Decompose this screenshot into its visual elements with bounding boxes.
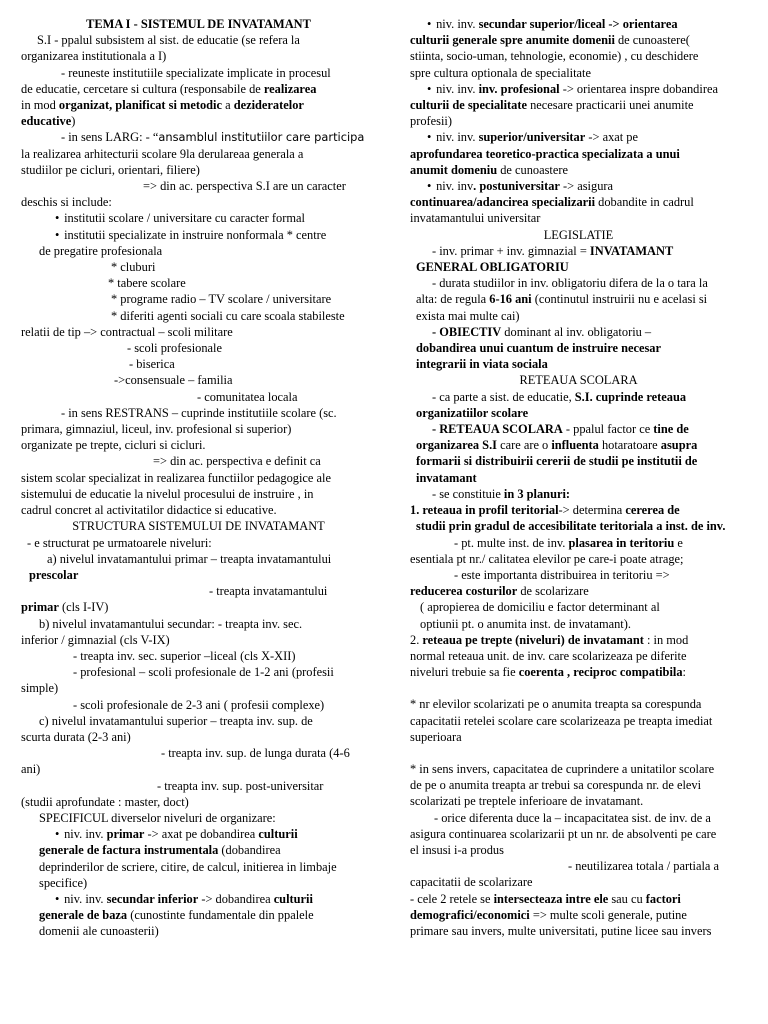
text-span: simple) — [21, 681, 59, 696]
text-span: sau cu — [608, 891, 646, 906]
list-item — [410, 81, 747, 97]
text-line — [21, 194, 376, 210]
text-span: * programe radio – TV scolare / universitare — [111, 292, 332, 307]
text-span: - treapta inv. sup. post-universitar — [157, 778, 324, 793]
text-line — [410, 793, 747, 809]
text-span: alta: de regula — [416, 292, 490, 307]
text-line — [21, 324, 376, 340]
text-span: de pe o anumita treapta ar trebui sa corespunda nr. de elevi — [410, 778, 702, 793]
text-line — [410, 470, 747, 486]
bullet-icon: • — [55, 891, 60, 906]
text-line — [21, 875, 376, 891]
text-line — [410, 243, 747, 259]
blank-line — [410, 680, 747, 696]
text-span: niv. inv. — [436, 17, 479, 31]
bold-text: asupra — [660, 438, 698, 453]
text-span: - scoli profesionale de 2-3 ani ( profesii complexe) — [73, 697, 325, 712]
text-line — [21, 48, 376, 64]
text-span: superioara — [410, 729, 462, 744]
bold-text: tine de — [653, 422, 689, 437]
text-line — [21, 583, 376, 599]
list-item — [21, 210, 376, 226]
quoted-text: ansamblul institutiilor care participa — [158, 130, 365, 145]
text-span: * diferiti agenti sociali cu care scoala stabileste — [111, 308, 345, 323]
text-span: niveluri trebuie sa fie — [410, 665, 519, 680]
bold-text: culturii — [273, 891, 313, 906]
bold-text: generale de factura instrumentala — [39, 843, 219, 858]
text-span: organizarea institutionala a I) — [21, 49, 167, 64]
text-span: hotaratoare — [598, 438, 661, 453]
text-line — [21, 632, 376, 648]
bold-text: integrarii in viata sociala — [416, 357, 548, 372]
text-span: ( apropierea de domiciliu e factor determinant al — [420, 600, 660, 615]
text-span: de cunoastere — [497, 162, 568, 177]
text-span: institutii scolare / universitare cu caracter formal — [64, 211, 305, 226]
text-line — [410, 210, 747, 226]
text-line — [410, 162, 747, 178]
text-span: a — [222, 98, 234, 113]
text-span: studiilor pe cicluri, orientari, filiere) — [21, 162, 200, 177]
text-span: la realizarea arhitecturii scolare 9la derulareaa generala a — [21, 146, 304, 161]
text-span: => din ac. perspectiva e definit ca — [153, 454, 321, 469]
list-item — [410, 16, 747, 32]
text-line — [21, 535, 376, 551]
text-line — [21, 697, 376, 713]
text-line — [410, 146, 747, 162]
text-line — [410, 518, 747, 534]
text-span: esentiala pt nr./ calitatea elevilor pe care-i poate atrage; — [410, 551, 684, 566]
text-span: * nr elevilor scolarizati pe o anumita treapta sa corespunda — [410, 697, 702, 712]
bold-text: organizatiilor scolare — [416, 405, 529, 420]
text-span: domenii ale cunoasterii) — [39, 924, 159, 939]
bold-text: educative — [21, 114, 72, 129]
text-line — [21, 761, 376, 777]
bold-text: superior/universitar — [478, 130, 586, 145]
text-span: dominant al inv. obligatoriu – — [501, 324, 652, 339]
text-line — [21, 389, 376, 405]
text-span: : — [682, 665, 686, 680]
text-line — [410, 486, 747, 502]
text-line — [410, 48, 747, 64]
section-heading — [21, 518, 376, 534]
text-span: (cunostinte fundamentale din ppalele — [127, 908, 314, 923]
text-span: niv. inv. — [436, 81, 479, 96]
text-span: - in sens LARG: - “ — [61, 130, 159, 145]
text-span: e — [674, 535, 683, 550]
text-span: exista mai multe cai) — [416, 308, 520, 323]
bold-text: GENERAL OBLIGATORIU — [416, 260, 569, 275]
text-span: de educatie, cercetare si cultura (responsabile de — [21, 81, 264, 96]
list-item — [21, 826, 376, 842]
text-line — [21, 243, 376, 259]
text-span: => multe scoli generale, putine — [529, 907, 687, 922]
text-line — [21, 113, 376, 129]
text-line — [410, 761, 747, 777]
heading-text: LEGISLATIE — [543, 227, 614, 242]
text-span: -> dobandirea — [198, 891, 274, 906]
text-line — [21, 745, 376, 761]
text-line — [410, 535, 747, 551]
text-span: SPECIFICUL diverselor niveluri de organizare: — [39, 810, 276, 825]
text-line — [21, 859, 376, 875]
text-line — [21, 65, 376, 81]
bullet-icon: • — [55, 827, 60, 842]
text-line — [21, 32, 376, 48]
bold-text: invatamant — [416, 470, 477, 485]
text-span: - reuneste institutiile specializate implicate in procesul — [61, 65, 331, 80]
text-span: primare sau invers, multe universitati, putine licee sau invers — [410, 923, 712, 938]
text-span: organizate pe trepte, cicluri si cicluri. — [21, 438, 206, 453]
text-span: b) nivelul invatamantului secundar: - treapta inv. sec. — [39, 616, 303, 631]
text-span: - treapta inv. sec. superior –liceal (cls X-XII) — [73, 648, 296, 663]
page-title — [21, 16, 376, 32]
list-item — [21, 227, 376, 243]
heading-text: RETEAUA SCOLARA — [519, 373, 638, 388]
text-line — [21, 470, 376, 486]
text-line — [410, 842, 747, 858]
text-line — [21, 599, 376, 615]
text-line — [410, 340, 747, 356]
text-line — [410, 437, 747, 453]
text-span: ) — [71, 114, 76, 129]
text-span: institutii specializate in instruire nonformala * centre — [64, 227, 327, 242]
bold-text: culturii — [258, 827, 298, 842]
text-span: - inv. primar + inv. gimnazial = — [432, 243, 590, 258]
text-line — [410, 729, 747, 745]
text-line — [21, 486, 376, 502]
text-line — [21, 372, 376, 388]
text-span: (cls I-IV) — [58, 600, 109, 615]
text-line — [21, 502, 376, 518]
text-span: niv. inv — [436, 179, 474, 194]
text-line — [21, 680, 376, 696]
bold-text: reducerea costurilor — [410, 584, 518, 599]
bold-text: 6-16 ani — [489, 292, 532, 307]
text-line — [21, 713, 376, 729]
list-item — [410, 178, 747, 194]
text-line — [410, 648, 747, 664]
text-span: sistemului de educatie la nivelul procesului de instruire , in — [21, 486, 314, 501]
text-line — [21, 437, 376, 453]
text-span: -> determina — [558, 503, 626, 518]
bold-text: culturii generale spre anumite domenii — [410, 33, 615, 48]
left-column — [21, 16, 376, 940]
text-line — [410, 421, 747, 437]
text-span: (studii aprofundate : master, doct) — [21, 794, 189, 809]
text-span: relatii de tip –> contractual – scoli militare — [21, 324, 233, 339]
text-span: specifice) — [39, 875, 88, 890]
text-span: - treapta inv. sup. de lunga durata (4-6 — [161, 746, 350, 761]
text-line — [410, 923, 747, 939]
bold-text: studii prin gradul de accesibilitate teritoriala a inst. de inv. — [416, 519, 726, 534]
bold-text: inv. profesional — [478, 81, 560, 96]
text-line — [410, 810, 747, 826]
text-span: - este importanta distribuirea in teritoriu => — [454, 567, 670, 582]
text-line — [21, 275, 376, 291]
bullet-icon: • — [427, 17, 432, 31]
bold-text: . postuniversitar — [473, 179, 560, 194]
text-span: * in sens invers, capacitatea de cuprindere a unitatilor scolare — [410, 761, 715, 776]
text-line — [410, 583, 747, 599]
text-span: * cluburi — [111, 260, 156, 275]
text-line — [410, 97, 747, 113]
bold-text: - RETEAUA SCOLARA — [432, 422, 563, 437]
text-span: - e structurat pe urmatoarele niveluri: — [27, 535, 212, 550]
text-line — [410, 389, 747, 405]
bold-text: realizarea — [263, 81, 317, 96]
text-span: in mod — [21, 98, 59, 113]
text-line — [21, 162, 376, 178]
text-line — [410, 777, 747, 793]
text-span: -> axat pe — [585, 130, 639, 145]
text-span: - in sens RESTRANS – cuprinde institutiile scolare (sc. — [61, 405, 337, 420]
text-span: deprinderilor de scriere, citire, de calcul, initierea in limbaje — [39, 859, 337, 874]
section-heading — [410, 227, 747, 243]
text-line — [410, 567, 747, 583]
text-span: - pt. multe inst. de inv. — [454, 535, 569, 550]
text-span: primara, gimnaziul, liceul, inv. profesional si superior) — [21, 422, 292, 437]
text-span: => din ac. perspectiva S.I are un caracter — [143, 179, 346, 194]
text-span: niv. inv. — [64, 827, 107, 842]
text-span: ->consensuale – familia — [114, 373, 233, 388]
bold-text: dobandirea unui cuantum de instruire necesar — [416, 341, 661, 356]
text-line — [410, 291, 747, 307]
text-line — [410, 502, 747, 518]
text-line — [21, 794, 376, 810]
bold-text: demografici/economici — [410, 907, 530, 922]
bold-text: S.I. cuprinde reteaua — [574, 389, 687, 404]
text-span: el insusi i-a produs — [410, 842, 504, 857]
text-line — [410, 551, 747, 567]
text-span: inferior / gimnazial (cls V-IX) — [21, 632, 170, 647]
text-line — [21, 729, 376, 745]
text-span: deschis si include: — [21, 195, 112, 210]
text-line — [21, 923, 376, 939]
text-line — [410, 696, 747, 712]
text-line — [410, 713, 747, 729]
text-span: : in mod — [643, 632, 689, 647]
bullet-icon: • — [427, 130, 432, 145]
text-span: - treapta invatamantului — [209, 584, 328, 599]
bold-text: prescolar — [29, 567, 79, 582]
bullet-icon: • — [55, 211, 60, 226]
text-span: - comunitatea locala — [197, 389, 298, 404]
text-span: sistem scolar specializat in realizarea functiilor pedagogice ale — [21, 470, 331, 485]
bold-text: organizarea S.I — [416, 438, 497, 453]
text-line — [410, 874, 747, 890]
bold-text: plasarea in teritoriu — [568, 535, 675, 550]
text-line — [21, 340, 376, 356]
text-span: cadrul concret al activitatilor didactice si educative. — [21, 503, 277, 518]
bold-text: in 3 planuri: — [503, 486, 571, 501]
bold-text: organizat, planificat si metodic — [58, 98, 222, 113]
text-span: -> asigura — [559, 179, 614, 194]
text-span: (continutul instruirii nu e acelasi si — [531, 292, 708, 307]
bold-text: reteaua pe trepte (niveluri) de invatamant — [422, 632, 644, 647]
text-line — [21, 648, 376, 664]
text-line — [21, 291, 376, 307]
text-line — [410, 65, 747, 81]
text-line — [410, 405, 747, 421]
blank-line — [410, 745, 747, 761]
bold-text: culturii de specialitate — [410, 98, 528, 113]
text-line — [21, 842, 376, 858]
text-span: care are o — [497, 438, 552, 453]
text-line — [21, 308, 376, 324]
text-line — [21, 453, 376, 469]
text-span: spre cultura optionala de specialitate — [410, 65, 591, 80]
bold-text: cererea de — [625, 503, 680, 518]
text-span: invatamantului universitar — [410, 211, 541, 226]
text-line — [21, 405, 376, 421]
text-line — [21, 356, 376, 372]
text-span: profesii) — [410, 114, 452, 129]
text-line — [21, 907, 376, 923]
text-line — [21, 567, 376, 583]
text-span: - biserica — [129, 357, 175, 372]
text-span: dobandite in cadrul — [595, 195, 694, 210]
text-line — [410, 324, 747, 340]
bold-text: intersecteaza intre ele — [493, 891, 609, 906]
bold-text: primar — [106, 827, 145, 842]
bold-text: INVATAMANT — [589, 243, 674, 258]
text-span: capacitatii retelei scolare care scolarizeaza pe treapta imediat — [410, 713, 713, 728]
text-line — [21, 421, 376, 437]
text-span: - cele 2 retele se — [410, 891, 494, 906]
text-span: -> orientarea inspre dobandirea — [559, 81, 718, 96]
text-span: de cunoastere( — [614, 33, 690, 48]
text-line — [21, 616, 376, 632]
text-line — [410, 891, 747, 907]
text-line — [21, 551, 376, 567]
text-line — [21, 259, 376, 275]
text-line — [410, 858, 747, 874]
text-span: * tabere scolare — [108, 276, 186, 291]
text-span: ani) — [21, 762, 41, 777]
bold-text: aprofundarea teoretico-practica specializata a unui — [410, 146, 680, 161]
text-span: a) nivelul invatamantului primar – treapta invatamantului — [47, 551, 332, 566]
bold-text: continuarea/adancirea specializarii — [410, 195, 596, 210]
bullet-icon: • — [55, 227, 60, 242]
bold-text: secundar inferior — [106, 891, 199, 906]
bullet-icon: • — [427, 81, 432, 96]
text-line — [21, 81, 376, 97]
bold-text: influenta — [551, 438, 599, 453]
text-span: niv. inv. — [436, 130, 479, 145]
text-span: c) nivelul invatamantului superior – treapta inv. sup. de — [39, 713, 313, 728]
text-line — [21, 146, 376, 162]
heading-text: STRUCTURA SISTEMULUI DE INVATAMANT — [72, 519, 325, 534]
bold-text: anumit domeniu — [410, 162, 498, 177]
text-span: optiunii pt. o anumita inst. de invatamant). — [420, 616, 631, 631]
text-line — [410, 907, 747, 923]
text-span: 2. — [410, 632, 423, 647]
bold-text: dezideratelor — [233, 98, 304, 113]
section-heading — [410, 372, 747, 388]
text-line — [21, 178, 376, 194]
text-span: - ca parte a sist. de educatie, — [432, 389, 575, 404]
text-span: scolarizati pe treptele inferioare de invatamant. — [410, 794, 644, 809]
text-span: stiinta, socio-uman, tehnologie, economie) , cu deschidere — [410, 49, 699, 64]
text-span: asigura continuarea scolarizarii pt un nr. de absolventi pe care — [410, 826, 717, 841]
text-line — [21, 97, 376, 113]
bold-text: secundar superior/liceal -> orientarea — [478, 17, 678, 31]
bold-text: factori — [645, 891, 681, 906]
text-span: normal reteaua unit. de inv. care scolarizeaza pe diferite — [410, 648, 687, 663]
bold-text: generale de baza — [39, 908, 128, 923]
text-span: -> axat pe dobandirea — [144, 827, 259, 842]
text-span: - ppalul factor ce — [562, 422, 654, 437]
right-column — [410, 16, 747, 939]
text-line — [21, 129, 376, 145]
text-span: de scolarizare — [517, 584, 589, 599]
bold-text: - OBIECTIV — [432, 324, 502, 339]
bold-text: coerenta , reciproc compatibila — [518, 665, 683, 680]
page-title-text: TEMA I - SISTEMUL DE INVATAMANT — [86, 17, 311, 31]
text-line — [410, 259, 747, 275]
text-span: - durata studiilor in inv. obligatoriu difera de la o tara la — [432, 276, 708, 291]
list-item — [21, 891, 376, 907]
text-line — [410, 356, 747, 372]
text-line — [410, 826, 747, 842]
text-span: S.I - ppalul subsistem al sist. de educatie (se refera la — [37, 33, 300, 48]
text-span: niv. inv. — [64, 891, 107, 906]
text-line — [21, 778, 376, 794]
text-span: capacitatii de scolarizare — [410, 875, 533, 890]
text-span: necesare practicarii unei anumite — [527, 98, 694, 113]
text-line — [410, 664, 747, 680]
text-line — [410, 308, 747, 324]
bold-text: 1. reteaua in profil teritorial — [410, 503, 559, 518]
text-span: - orice diferenta duce la – incapacitatea sist. de inv. de a — [434, 810, 711, 825]
text-line — [410, 113, 747, 129]
text-line — [21, 664, 376, 680]
bold-text: primar — [21, 600, 59, 615]
text-span: - scoli profesionale — [127, 341, 222, 356]
text-span: scurta durata (2-3 ani) — [21, 729, 131, 744]
text-line — [410, 194, 747, 210]
text-line — [410, 453, 747, 469]
text-line — [410, 632, 747, 648]
bullet-icon: • — [427, 179, 432, 194]
list-item — [410, 129, 747, 145]
text-span: - se constituie — [432, 486, 504, 501]
text-line — [410, 616, 747, 632]
text-span: - neutilizarea totala / partiala a — [568, 859, 720, 874]
text-span: de pregatire profesionala — [39, 243, 163, 258]
text-line — [410, 599, 747, 615]
text-line — [410, 275, 747, 291]
text-span: - profesional – scoli profesionale de 1-2 ani (profesii — [73, 665, 334, 680]
text-span: (dobandirea — [218, 843, 281, 858]
bold-text: formarii si distribuirii cererii de studii pe institutii de — [416, 454, 698, 469]
text-line — [21, 810, 376, 826]
text-line — [410, 32, 747, 48]
